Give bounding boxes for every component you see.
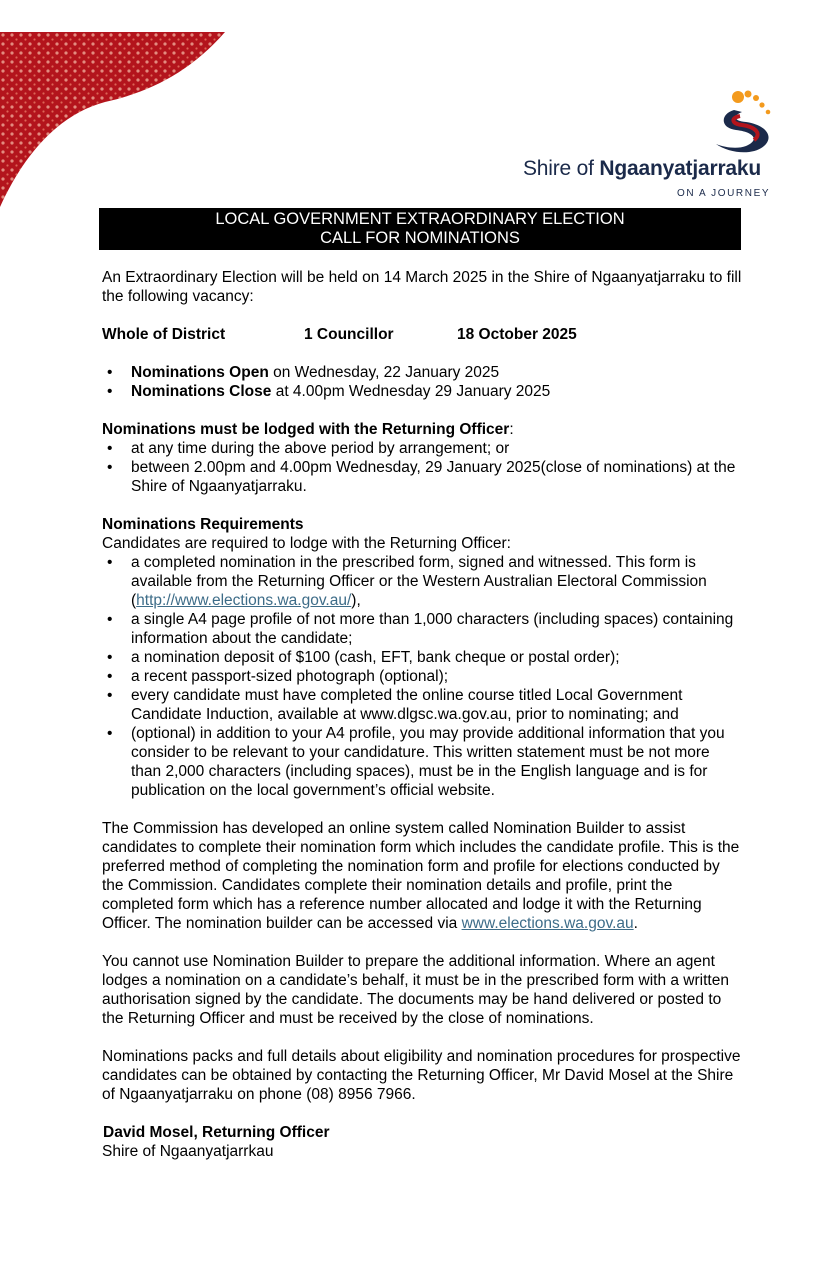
agent-paragraph: You cannot use Nomination Builder to prepare the additional information. Where an agent lodges a nomination on a candidate’s behalf, it must be in the prescribed form with a written authorisation signed by the candidate. The documents may be hand delivered or posted to the Returning Officer and must be received by the close of nominations.	[102, 953, 729, 1027]
list-item: • between 2.00pm and 4.00pm Wednesday, 29 January 2025(close of nominations) at the Shire of Ngaanyatjarraku.	[102, 458, 742, 496]
vacancy-term: 18 October 2025	[457, 326, 577, 343]
list-item: • at any time during the above period by arrangement; or	[102, 439, 742, 458]
logo-wordmark: Shire of Ngaanyatjarraku	[523, 157, 761, 180]
vacancy-ward: Whole of District	[102, 326, 226, 343]
decorative-dot-art-corner	[0, 32, 225, 212]
list-item: • a recent passport-sized photograph (optional);	[102, 667, 742, 686]
nomination-builder-link[interactable]: www.elections.wa.gov.au	[461, 915, 634, 932]
requirements-heading: Nominations Requirements	[102, 516, 304, 533]
list-item: • Nominations Close at 4.00pm Wednesday 29 January 2025	[102, 382, 742, 401]
lodge-heading: Nominations must be lodged with the Returning Officer:	[102, 421, 514, 438]
wa-elections-link[interactable]: http://www.elections.wa.gov.au/	[136, 592, 352, 609]
list-item: • a single A4 page profile of not more than 1,000 characters (including spaces) containing information about the candidate;	[102, 610, 742, 648]
list-item: • a completed nomination in the prescribed form, signed and witnessed. This form is available from the Returning Officer or the Western Australian Electoral Commission (http://www.elections.wa.gov.au/),	[102, 553, 742, 610]
requirements-list	[102, 553, 742, 800]
nomination-dates-list	[102, 363, 742, 401]
notice-body	[102, 268, 742, 1161]
contact-paragraph: Nominations packs and full details about eligibility and nomination procedures for prospective candidates can be obtained by contacting the Returning Officer, Mr David Mosel at the Shire of Ngaanyatjarraku on phone (08) 8956 7966.	[102, 1048, 741, 1103]
vacancy-seats: 1 Councillor	[304, 326, 394, 343]
signatory-name: David Mosel, Returning Officer	[103, 1124, 330, 1141]
signatory-org: Shire of Ngaanyatjarrkau	[102, 1143, 274, 1160]
requirements-intro: Candidates are required to lodge with the Returning Officer:	[102, 535, 511, 552]
title-banner	[99, 208, 741, 250]
nomination-builder-paragraph: The Commission has developed an online system called Nomination Builder to assist candidates to complete their nomination form which includes the candidate profile. This is the preferred method of completing the nomination form and profile for elections conducted by the Commission. Candidates complete their nomination details and profile, print the completed form which has a reference number allocated and lodge it with the Returning Officer. The nomination builder can be accessed via www.elections.wa.gov.au.	[102, 820, 740, 932]
banner-subtitle: CALL FOR NOMINATIONS	[320, 229, 520, 247]
intro-paragraph: An Extraordinary Election will be held on 14 March 2025 in the Shire of Ngaanyatjarraku to fill the following vacancy:	[102, 269, 742, 305]
lodge-list	[102, 439, 742, 496]
list-item: • Nominations Open on Wednesday, 22 January 2025	[102, 363, 742, 382]
list-item: • a nomination deposit of $100 (cash, EFT, bank cheque or postal order);	[102, 648, 742, 667]
shire-logo	[520, 88, 790, 200]
list-item: • every candidate must have completed the online course titled Local Government Candidate Induction, available at www.dlgsc.wa.gov.au, prior to nominating; and	[102, 686, 742, 724]
vacancy-row	[102, 325, 742, 344]
journey-figure-icon	[710, 88, 790, 160]
list-item: • (optional) in addition to your A4 profile, you may provide additional information that you consider to be relevant to your candidature. This written statement must be not more than 2,000 characters (including spaces), must be in the English language and is for publication on the local government’s official website.	[102, 724, 742, 800]
banner-title: LOCAL GOVERNMENT EXTRAORDINARY ELECTION	[215, 210, 625, 228]
logo-tagline: ON A JOURNEY	[677, 188, 771, 199]
